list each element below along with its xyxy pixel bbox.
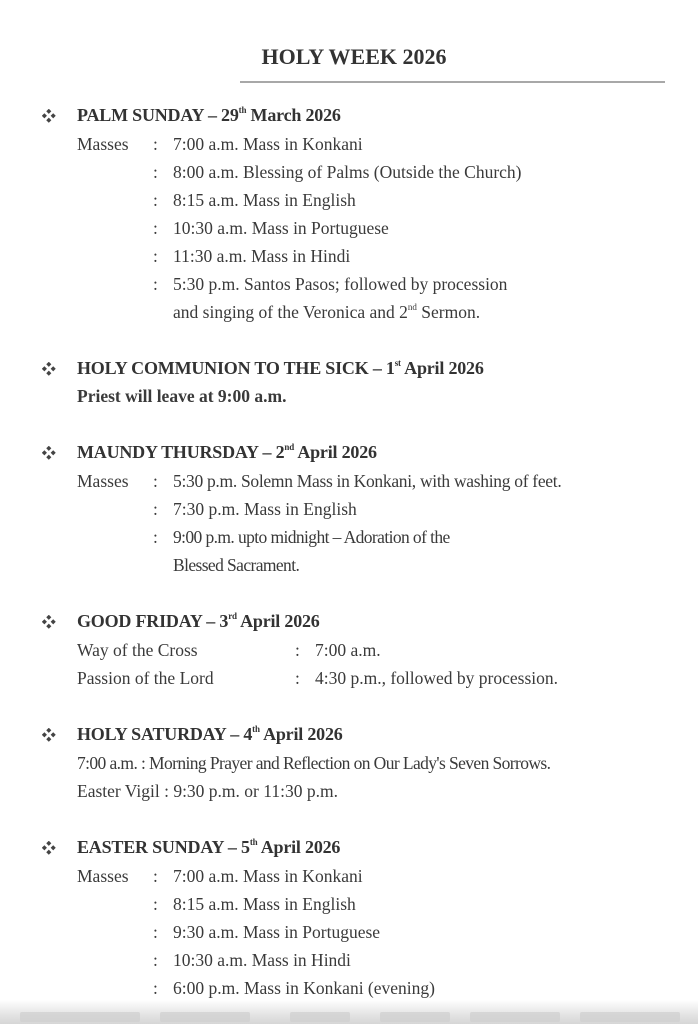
separator: : [295,668,300,688]
event-time: 7:00 a.m. [315,640,381,660]
separator: : [153,950,158,970]
footer-background-fade [0,1000,698,1024]
separator: : [153,527,158,547]
separator: : [153,246,158,266]
four-diamond-bullet-icon [42,109,56,123]
separator: : [295,640,300,660]
separator: : [153,922,158,942]
separator: : [153,190,158,210]
schedule-item: 9:30 a.m. Mass in Portuguese [173,922,381,942]
section-note: Priest will leave at 9:00 a.m. [77,386,287,406]
separator: : [153,274,158,294]
four-diamond-bullet-icon [42,362,56,376]
schedule-item: 5:30 p.m. Solemn Mass in Konkani, with washing of feet. [173,471,562,491]
section-heading: HOLY COMMUNION TO THE SICK – 1st April 2026 [77,358,484,378]
event-label: Passion of the Lord [77,668,214,688]
separator: : [153,978,158,998]
schedule-item: 10:30 a.m. Mass in Hindi [173,950,351,970]
schedule-item-continuation: Blessed Sacrament. [173,555,300,575]
section-heading: HOLY SATURDAY – 4th April 2026 [77,724,343,744]
schedule-item: 7:00 a.m. Mass in Konkani [173,866,363,886]
section-heading: MAUNDY THURSDAY – 2nd April 2026 [77,442,377,462]
schedule-item: 5:30 p.m. Santos Pasos; followed by procession [173,274,508,294]
section-heading: PALM SUNDAY – 29th March 2026 [77,105,341,125]
separator: : [153,471,158,491]
page-title: HOLY WEEK 2026 [261,44,447,69]
schedule-item: 7:00 a.m. Mass in Konkani [173,134,363,154]
schedule-item: 6:00 p.m. Mass in Konkani (evening) [173,978,435,998]
masses-label: Masses [77,134,129,154]
four-diamond-bullet-icon [42,446,56,460]
schedule-item: 8:00 a.m. Blessing of Palms (Outside the Church) [173,162,522,182]
schedule-item: 8:15 a.m. Mass in English [173,190,356,210]
schedule-item: 11:30 a.m. Mass in Hindi [173,246,351,266]
separator: : [153,218,158,238]
event-label: Way of the Cross [77,640,198,660]
masses-label: Masses [77,866,129,886]
event-time: 4:30 p.m., followed by procession. [315,668,559,688]
section-heading: EASTER SUNDAY – 5th April 2026 [77,837,341,857]
separator: : [153,894,158,914]
four-diamond-bullet-icon [42,615,56,629]
schedule-item: 9:00 p.m. upto midnight – Adoration of the [173,527,450,547]
event-line: 7:00 a.m. : Morning Prayer and Reflection on Our Lady's Seven Sorrows. [77,753,551,773]
title-divider [240,81,665,83]
separator: : [153,134,158,154]
four-diamond-bullet-icon [42,728,56,742]
four-diamond-bullet-icon [42,841,56,855]
separator: : [153,866,158,886]
schedule-item: 7:30 p.m. Mass in English [173,499,357,519]
schedule-item: 8:15 a.m. Mass in English [173,894,356,914]
section-heading: GOOD FRIDAY – 3rd April 2026 [77,611,320,631]
schedule-item-continuation: and singing of the Veronica and 2nd Sermon. [173,302,481,322]
separator: : [153,162,158,182]
schedule-item: 10:30 a.m. Mass in Portuguese [173,218,389,238]
event-line: Easter Vigil : 9:30 p.m. or 11:30 p.m. [77,781,338,801]
separator: : [153,499,158,519]
masses-label: Masses [77,471,129,491]
